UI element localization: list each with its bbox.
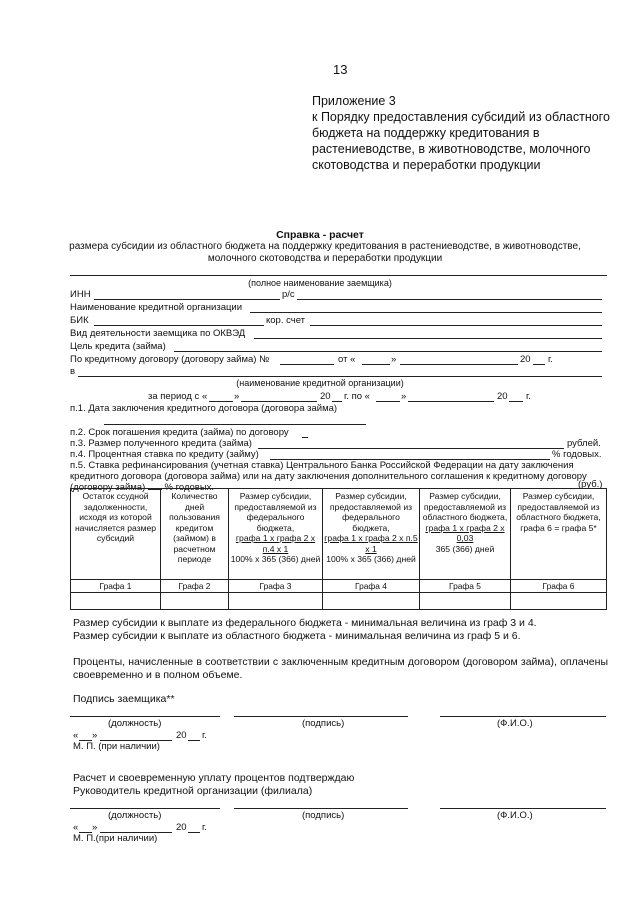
- table-cell[interactable]: [71, 593, 161, 610]
- rub-label: (руб.): [578, 479, 603, 490]
- p3-label: п.3. Размер полученного кредита (займа): [70, 438, 252, 449]
- period-year1: 20: [320, 391, 331, 402]
- col1-header: Остаток ссудной задолженности, исходя из которой начисляется размер субсидий: [71, 489, 161, 580]
- p2-label: п.2. Срок погашения кредита (займа) по договору: [70, 427, 289, 438]
- confirm-text: Расчет и своевременную уплату процентов подтверждаю: [73, 772, 355, 784]
- borrower-caption: (полное наименование заемщика): [248, 278, 392, 288]
- document-subtitle: размера субсидии из областного бюджета на поддержку кредитования в растениеводстве, в животноводстве, молочного скотоводства и переработки продукции: [69, 241, 581, 264]
- col5-top: Размер субсидии, предоставляемой из областного бюджета,: [422, 491, 508, 522]
- contract-year: 20: [520, 354, 531, 365]
- col4-formula: графа 1 х графа 2 х п.5 х 1: [324, 533, 418, 554]
- sign1-g: г.: [202, 730, 207, 741]
- table-cell[interactable]: [420, 593, 511, 610]
- sign2-date-close: »: [92, 822, 98, 833]
- col4-den: 100% х 365 (366) дней: [326, 554, 416, 564]
- sign2-g: г.: [202, 822, 207, 833]
- contract-ot-close: »: [391, 354, 397, 365]
- period-year2: 20: [497, 391, 508, 402]
- sign1-position: (должность): [108, 718, 162, 729]
- col5-formula: графа 1 х графа 2 х 0,03: [425, 522, 505, 543]
- text-federal: Размер субсидии к выплате из федерального бюджета - минимальная величина из граф 3 и 4.: [73, 617, 537, 629]
- text-interest: Проценты, начисленные в соответствии с заключенным кредитным договором (договором займа), оплачены своевременно и в полном объеме.: [73, 656, 608, 681]
- activity-label: Вид деятельности заемщика по ОКВЭД: [70, 328, 246, 339]
- bik-label: БИК: [70, 315, 89, 326]
- page-number: 13: [333, 62, 348, 77]
- bank-caption: (наименование кредитной организации): [236, 378, 404, 388]
- sign1-signature: (подпись): [302, 718, 345, 729]
- appendix-header: [312, 93, 612, 173]
- period-label: за период с «: [148, 391, 208, 402]
- col2-header: Количество дней пользования кредитом (займом) в расчетном периоде: [161, 489, 229, 580]
- p4-unit: % годовых.: [552, 449, 602, 460]
- col-num-1: Графа 1: [71, 580, 161, 593]
- col3-formula: графа 1 х графа 2 х п.4 х 1: [235, 533, 316, 554]
- bank-head-text: Руководитель кредитной организации (филиала): [73, 785, 313, 797]
- col6-header: Размер субсидии, предоставляемой из областного бюджета, графа 6 = графа 5*: [511, 489, 607, 580]
- col-num-5: Графа 5: [420, 580, 511, 593]
- sign2-mp: М. П.(при наличии): [73, 833, 158, 844]
- sign1-year: 20: [176, 730, 187, 741]
- sign2-date-open: «: [73, 822, 79, 833]
- col-num-6: Графа 6: [511, 580, 607, 593]
- sign2-signature: (подпись): [302, 810, 345, 821]
- appendix-line1: Приложение 3: [312, 94, 396, 108]
- col3-top: Размер субсидии, предоставляемой из федерального бюджета,: [234, 491, 317, 533]
- contract-label: По кредитному договору (договору займа) №: [70, 354, 270, 365]
- sign1-date-open: «: [73, 730, 79, 741]
- col4-header: [323, 489, 420, 580]
- table-cell[interactable]: [229, 593, 323, 610]
- table-cell[interactable]: [511, 593, 607, 610]
- sign2-year: 20: [176, 822, 187, 833]
- col-num-3: Графа 3: [229, 580, 323, 593]
- col5-header: [420, 489, 511, 580]
- subsidy-table: [70, 488, 607, 610]
- col-num-2: Графа 2: [161, 580, 229, 593]
- sign2-position: (должность): [108, 810, 162, 821]
- col4-top: Размер субсидии, предоставляемой из федерального бюджета,: [329, 491, 413, 533]
- table-cell[interactable]: [161, 593, 229, 610]
- sign2-fio: (Ф.И.О.): [497, 810, 533, 821]
- inn-label: ИНН: [70, 289, 91, 300]
- col3-den: 100% х 365 (366) дней: [230, 554, 321, 564]
- period-close: »: [234, 391, 240, 402]
- p4-label: п.4. Процентная ставка по кредиту (займу): [70, 449, 259, 460]
- rs-label: р/с: [282, 289, 295, 300]
- p5-text: п.5. Ставка рефинансирования (учетная ставка) Центрального Банка Российской Федерации на дату заключения кредитного договора (договора займа) или на дату заключения дополнительного соглашения к кредитному договору (договору займа): [70, 460, 587, 493]
- contract-ot: от «: [338, 354, 356, 365]
- sign1-fio: (Ф.И.О.): [497, 718, 533, 729]
- purpose-label: Цель кредита (займа): [70, 341, 166, 352]
- col5-den: 365 (366) дней: [435, 543, 495, 554]
- appendix-line2: к Порядку предоставления субсидий из областного бюджета на поддержку кредитования в растениеводстве, в животноводстве, молочного скотоводства и переработки продукции: [312, 110, 610, 172]
- bank-name-label: Наименование кредитной организации: [70, 302, 243, 313]
- col3-header: [229, 489, 323, 580]
- col-num-4: Графа 4: [323, 580, 420, 593]
- table-cell[interactable]: [323, 593, 420, 610]
- p3-unit: рублей.: [567, 438, 601, 449]
- p1-label: п.1. Дата заключения кредитного договора (договора займа): [70, 403, 338, 414]
- period-g: г.: [526, 391, 531, 402]
- period-g-po: г. по «: [344, 391, 370, 402]
- p5-unit: % годовых.: [164, 482, 215, 493]
- v-label: в: [70, 366, 76, 377]
- sign1-mp: М. П. (при наличии): [73, 741, 160, 752]
- contract-g: г.: [548, 354, 553, 365]
- kor-label: кор. счет: [266, 315, 306, 326]
- period-close2: »: [401, 391, 407, 402]
- sign1-label: Подпись заемщика**: [73, 693, 175, 705]
- text-regional: Размер субсидии к выплате из областного бюджета - минимальная величина из граф 5 и 6.: [73, 630, 521, 642]
- document-title: Справка - расчет: [276, 229, 364, 241]
- sign1-date-close: »: [92, 730, 98, 741]
